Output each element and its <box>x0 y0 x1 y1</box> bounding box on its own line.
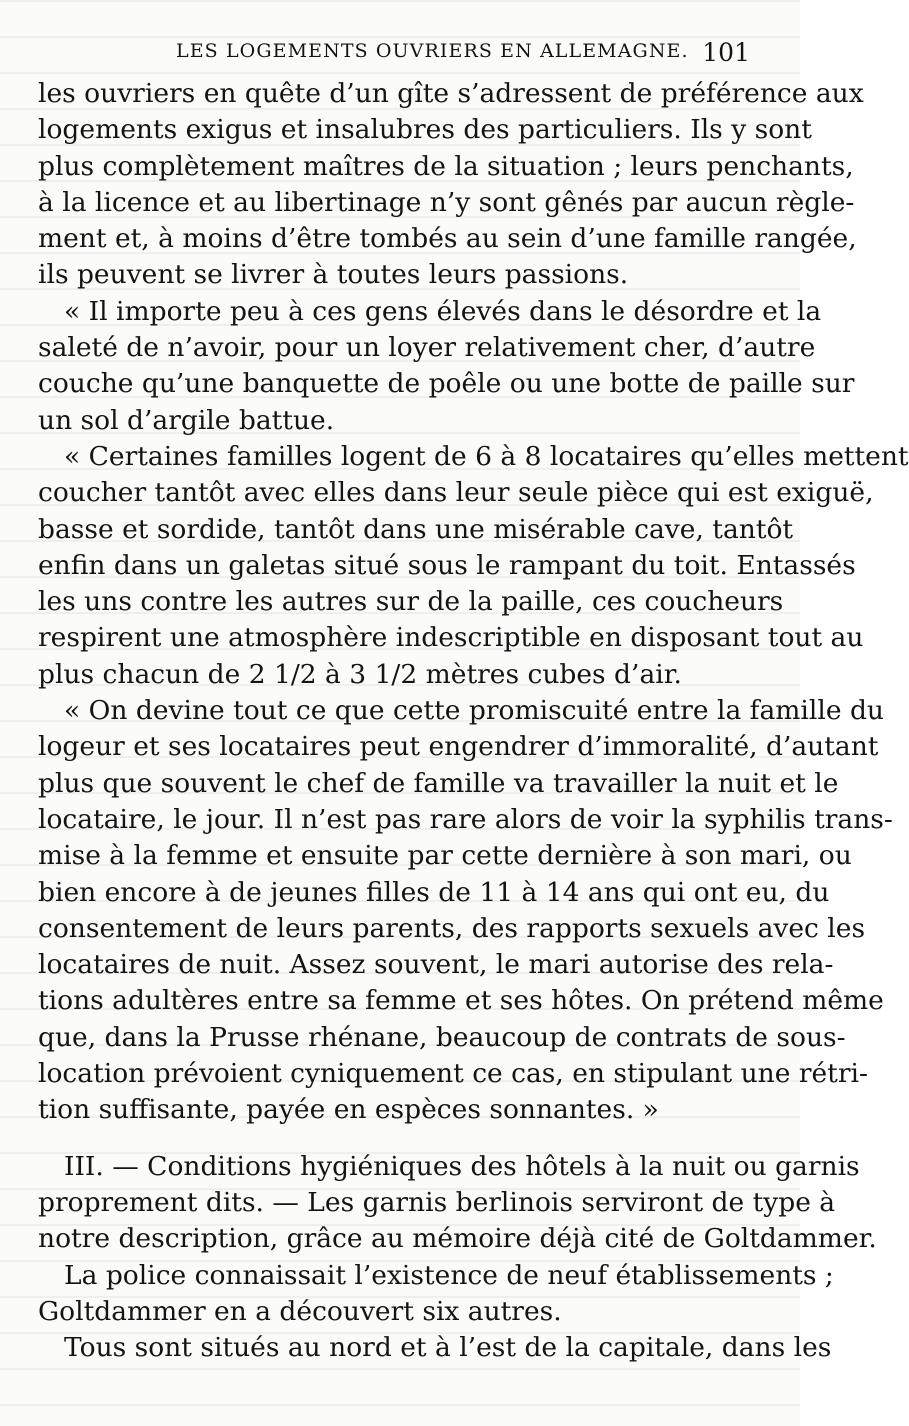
text-line: Tous sont situés au nord et à l’est de la capitale, dans les <box>64 1332 832 1364</box>
text-line: couche qu’une banquette de poêle ou une botte de paille sur <box>38 368 855 400</box>
text-line: plus complètement maîtres de la situation ; leurs penchants, <box>38 150 854 182</box>
text-line: que, dans la Prusse rhénane, beaucoup de contrats de sous- <box>38 1021 846 1053</box>
text-line: logeur et ses locataires peut engendrer d’immoralité, d’autant <box>38 731 879 763</box>
page-number: 101 <box>702 38 750 67</box>
text-line: ils peuvent se livrer à toutes leurs passions. <box>38 259 629 291</box>
text-line: plus chacun de 2 1/2 à 3 1/2 mètres cubes d’air. <box>38 658 682 690</box>
text-line: respirent une atmosphère indescriptible en disposant tout au <box>38 622 864 654</box>
text-line: tion suffisante, payée en espèces sonnantes. » <box>38 1094 659 1126</box>
text-line: mise à la femme et ensuite par cette dernière à son mari, ou <box>38 840 852 872</box>
text-line: « Il importe peu à ces gens élevés dans le désordre et la <box>64 295 822 327</box>
text-line: ment et, à moins d’être tombés au sein d’une famille rangée, <box>38 223 857 255</box>
text-line: notre description, grâce au mémoire déjà cité de Goltdammer. <box>38 1223 877 1255</box>
text-line: « Certaines familles logent de 6 à 8 locataires qu’elles mettent <box>64 440 909 472</box>
running-head <box>36 32 764 72</box>
text-line: enfin dans un galetas situé sous le rampant du toit. Entassés <box>38 549 856 581</box>
text-line: La police connaissait l’existence de neuf établissements ; <box>64 1259 834 1291</box>
text-line: proprement dits. — Les garnis berlinois serviront de type à <box>38 1186 836 1218</box>
text-line: basse et sordide, tantôt dans une misérable cave, tantôt <box>38 513 794 545</box>
text-line: consentement de leurs parents, des rapports sexuels avec les <box>38 912 866 944</box>
text-line: les ouvriers en quête d’un gîte s’adressent de préférence aux <box>38 78 864 109</box>
section-heading-line: III. — Conditions hygiéniques des hôtels à la nuit ou garnis <box>64 1150 860 1182</box>
body-text <box>38 76 909 1366</box>
text-line: à la licence et au libertinage n’y sont gênés par aucun règle- <box>38 186 855 218</box>
text-line: bien encore à de jeunes filles de 11 à 14 ans qui ont eu, du <box>38 876 830 908</box>
text-line: locataires de nuit. Assez souvent, le mari autorise des rela- <box>38 949 834 981</box>
text-line: logements exigus et insalubres des particuliers. Ils y sont <box>38 114 812 146</box>
text-line: plus que souvent le chef de famille va travailler la nuit et le <box>38 767 839 799</box>
text-line: Goltdammer en a découvert six autres. <box>38 1295 562 1327</box>
text-line: location prévoient cyniquement ce cas, en stipulant une rétri- <box>38 1058 868 1090</box>
text-line: les uns contre les autres sur de la paille, ces coucheurs <box>38 586 784 618</box>
running-title: LES LOGEMENTS OUVRIERS EN ALLEMAGNE. <box>176 40 689 62</box>
text-line: un sol d’argile battue. <box>38 404 335 436</box>
text-line: coucher tantôt avec elles dans leur seule pièce qui est exiguë, <box>38 477 874 509</box>
text-line: saleté de n’avoir, pour un loyer relativement cher, d’autre <box>38 332 816 364</box>
text-line: tions adultères entre sa femme et ses hôtes. On prétend même <box>38 985 884 1017</box>
text-line: « On devine tout ce que cette promiscuité entre la famille du <box>64 695 884 727</box>
text-line: locataire, le jour. Il n’est pas rare alors de voir la syphilis trans- <box>38 803 893 835</box>
